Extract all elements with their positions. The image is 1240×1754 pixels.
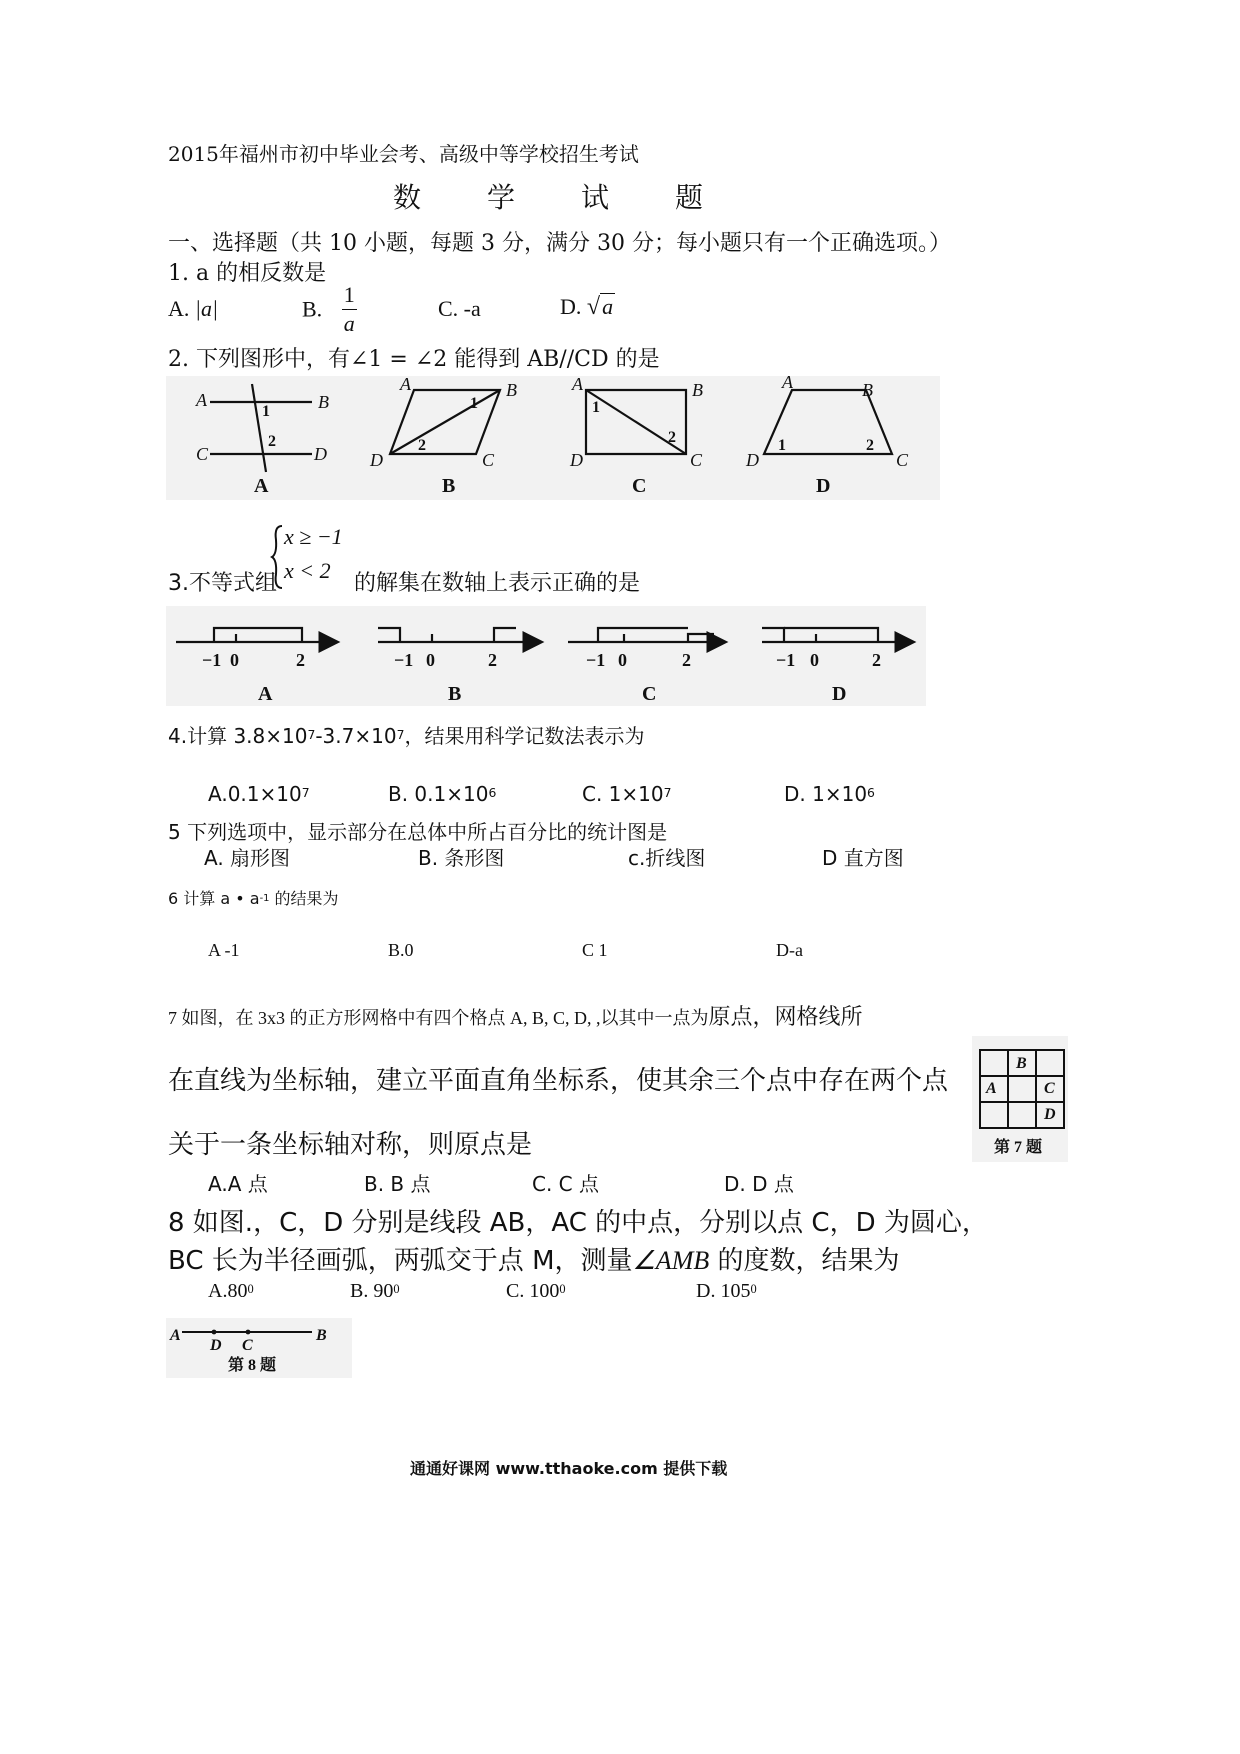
fig-a-angle-2: 2 xyxy=(268,433,276,450)
q1-option-a-expr: |a| xyxy=(194,296,218,321)
q6-option-b: B.0 xyxy=(388,940,414,960)
d-tick-0: 0 xyxy=(810,650,819,670)
fig-d-angle-2: 2 xyxy=(866,437,874,454)
q1-option-a-label: A. xyxy=(168,296,190,321)
q6-stem-exp: -1 xyxy=(259,892,270,904)
seg-label-C: C xyxy=(242,1337,253,1354)
q8-b-base: B. 90 xyxy=(350,1280,394,1302)
fig-c-label-B: B xyxy=(692,380,703,400)
q6-stem-post: 的结果为 xyxy=(269,889,339,908)
grid-label-B: B xyxy=(1016,1055,1027,1072)
a-tick-0: 0 xyxy=(230,650,239,670)
q4-d-base: D. 1×10 xyxy=(784,782,868,806)
q3-option-A: A xyxy=(258,683,273,705)
b-tick-0: 0 xyxy=(426,650,435,670)
b-tick-2: 2 xyxy=(488,650,497,670)
q4-stem xyxy=(168,720,644,749)
q1-option-a xyxy=(168,296,218,322)
q3-inequality-1: x ≥ −1 xyxy=(284,524,343,549)
grid-label-C: C xyxy=(1044,1080,1055,1097)
q6-option-a: A -1 xyxy=(208,940,240,960)
degree-mark: 0 xyxy=(750,1281,757,1296)
q4-stem-mid: -3.7×10 xyxy=(315,724,397,748)
q5-stem: 5 下列选项中，显示部分在总体中所占百分比的统计图是 xyxy=(168,820,668,844)
q4-a-base: A.0.1×10 xyxy=(208,782,302,806)
fig-b-angle-1: 1 xyxy=(470,395,478,412)
c-tick-0: 0 xyxy=(618,650,627,670)
q4-option-b xyxy=(388,782,496,806)
q3-inequality-2: x < 2 xyxy=(284,558,331,583)
sqrt-symbol: √ xyxy=(586,294,601,320)
d-tick-neg1: −1 xyxy=(776,650,796,670)
q2-option-B: B xyxy=(442,475,456,497)
degree-mark: 0 xyxy=(247,1281,254,1296)
q8-line2-post: 的度数，结果为 xyxy=(709,1246,900,1276)
q8-option-c xyxy=(506,1280,566,1303)
q2-figures-svg xyxy=(166,376,940,500)
q8-option-b xyxy=(350,1280,400,1303)
a-tick-neg1: −1 xyxy=(202,650,222,670)
fig-b-label-B: B xyxy=(506,380,517,400)
q6-option-c: C 1 xyxy=(582,940,608,960)
q8-line2 xyxy=(168,1240,900,1277)
sqrt-radicand: a xyxy=(602,294,614,319)
q4-d-exp: 6 xyxy=(867,784,875,800)
c-tick-neg1: −1 xyxy=(586,650,606,670)
fig-a-angle-1: 1 xyxy=(262,403,270,420)
q8-line2-pre: BC 长为半径画弧，两弧交于点 M，测量 xyxy=(168,1246,633,1276)
q8-d-base: D. 105 xyxy=(696,1280,751,1302)
fig-b-label-A: A xyxy=(400,376,411,394)
q8-segment-figure xyxy=(166,1318,352,1378)
q8-fig-caption: 第 8 题 xyxy=(228,1357,277,1374)
fig-c-angle-1: 1 xyxy=(592,399,600,416)
q7-fig-caption: 第 7 题 xyxy=(994,1139,1043,1156)
fig-c-angle-2: 2 xyxy=(668,429,676,446)
fig-c-label-A: A xyxy=(572,376,583,394)
fig-d-label-C: C xyxy=(896,450,909,470)
fig-b-label-D: D xyxy=(370,450,383,470)
q7-line1-small: 7 如图，在 3x3 的正方形网格中有四个格点 A, B, C, D, ,以其中一点为 xyxy=(168,1008,709,1028)
q6-stem xyxy=(168,886,339,909)
q8-angle: ∠AMB xyxy=(632,1246,710,1275)
q7-option-d: D. D 点 xyxy=(724,1172,794,1196)
q5-option-d: D 直方图 xyxy=(822,846,904,870)
fig-d-angle-1: 1 xyxy=(778,437,786,454)
fig-c-label-C: C xyxy=(690,450,703,470)
q1-option-b-fraction xyxy=(342,284,357,335)
grid-label-D: D xyxy=(1044,1106,1056,1123)
q4-stem-pre: 4.计算 3.8×10 xyxy=(168,724,308,748)
q8-line1: 8 如图.，C，D 分别是线段 AB，AC 的中点，分别以点 C，D 为圆心， xyxy=(168,1208,988,1238)
q3-brace xyxy=(270,524,278,588)
fig-a-label-C: C xyxy=(196,444,209,464)
exam-header-line: 2015年福州市初中毕业会考、高级中等学校招生考试 xyxy=(168,142,639,166)
q8-segment-svg xyxy=(166,1318,352,1378)
fraction-numerator: 1 xyxy=(342,284,357,310)
q4-a-exp: 7 xyxy=(301,784,310,800)
c-tick-2: 2 xyxy=(682,650,691,670)
q3-option-B: B xyxy=(448,683,462,705)
fig-a-label-A: A xyxy=(196,390,207,410)
fig-d-label-A: A xyxy=(782,376,793,392)
q7-line2: 在直线为坐标轴，建立平面直角坐标系，使其余三个点中存在两个点 xyxy=(168,1066,949,1096)
q7-line1 xyxy=(168,1000,863,1031)
q1-option-b xyxy=(302,284,357,335)
q4-option-d xyxy=(784,782,875,806)
q1-stem: 1. a 的相反数是 xyxy=(168,261,327,286)
fig-c-label-D: D xyxy=(570,450,583,470)
title-char: 题 xyxy=(674,181,703,214)
seg-label-A: A xyxy=(170,1327,181,1344)
q2-figures xyxy=(166,376,940,500)
a-tick-2: 2 xyxy=(296,650,305,670)
fig-a-label-B: B xyxy=(318,392,329,412)
q2-stem: 2. 下列图形中，有∠1 = ∠2 能得到 AB//CD 的是 xyxy=(168,347,660,372)
d-tick-2: 2 xyxy=(872,650,881,670)
q7-option-c: C. C 点 xyxy=(532,1172,600,1196)
q6-option-d: D-a xyxy=(776,940,803,960)
fig-a-label-D: D xyxy=(314,444,327,464)
grid-label-A: A xyxy=(986,1080,997,1097)
seg-label-B: B xyxy=(316,1327,327,1344)
fig-d-label-B: B xyxy=(862,380,873,400)
q3-stem-prefix: 3.不等式组 xyxy=(168,571,277,596)
q7-option-a: A.A 点 xyxy=(208,1172,268,1196)
fig-d-label-D: D xyxy=(746,450,759,470)
q2-option-C: C xyxy=(632,475,647,497)
q3-option-D: D xyxy=(832,683,847,705)
q7-line1-big: 原点，网格线所 xyxy=(708,1005,863,1030)
q4-stem-exp2: 7 xyxy=(396,726,405,742)
q2-option-D: D xyxy=(816,475,831,497)
q3-number-lines xyxy=(166,606,926,706)
q4-option-a xyxy=(208,782,310,806)
q8-option-a xyxy=(208,1280,254,1303)
q2-option-A: A xyxy=(254,475,269,497)
footer-text: 通通好课网 www.tthaoke.com 提供下载 xyxy=(410,1459,728,1478)
q4-b-exp: 6 xyxy=(488,784,497,800)
q4-option-c xyxy=(582,782,672,806)
degree-mark: 0 xyxy=(559,1281,566,1296)
exam-title xyxy=(360,176,736,216)
title-char: 试 xyxy=(580,181,609,214)
q3-stem-suffix: 的解集在数轴上表示正确的是 xyxy=(354,571,641,596)
q1-option-d-label: D. xyxy=(560,294,582,319)
q8-c-base: C. 100 xyxy=(506,1280,560,1302)
q4-stem-post: ，结果用科学记数法表示为 xyxy=(404,724,645,748)
q5-option-c: c.折线图 xyxy=(628,846,706,870)
q1-option-b-label: B. xyxy=(302,296,323,322)
q7-grid-svg xyxy=(972,1036,1068,1162)
q6-stem-pre: 6 计算 a • a xyxy=(168,889,260,908)
q5-option-b: B. 条形图 xyxy=(418,846,505,870)
q4-stem-exp1: 7 xyxy=(307,726,316,742)
q8-option-d xyxy=(696,1280,757,1303)
q4-b-base: B. 0.1×10 xyxy=(388,782,489,806)
q4-c-exp: 7 xyxy=(663,784,672,800)
fraction-denominator: a xyxy=(343,311,355,336)
q1-option-c: C. -a xyxy=(438,296,481,321)
q3-number-lines-svg xyxy=(166,606,926,706)
q7-grid-figure xyxy=(972,1036,1068,1162)
b-tick-neg1: −1 xyxy=(394,650,414,670)
degree-mark: 0 xyxy=(393,1281,400,1296)
title-char: 学 xyxy=(486,181,515,214)
q8-a-base: A.80 xyxy=(208,1280,248,1302)
q7-option-b: B. B 点 xyxy=(364,1172,431,1196)
fig-b-label-C: C xyxy=(482,450,495,470)
q1-option-d xyxy=(560,294,615,321)
brace-svg xyxy=(270,524,284,590)
title-char: 数 xyxy=(392,181,421,214)
q3-option-C: C xyxy=(642,683,657,705)
section-heading: 一、选择题（共 10 小题，每题 3 分，满分 30 分；每小题只有一个正确选项。） xyxy=(168,231,951,256)
q5-option-a: A. 扇形图 xyxy=(204,846,291,870)
q7-line3: 关于一条坐标轴对称，则原点是 xyxy=(168,1130,533,1160)
q4-c-base: C. 1×10 xyxy=(582,782,664,806)
fig-b-angle-2: 2 xyxy=(418,437,426,454)
seg-label-D: D xyxy=(210,1337,222,1354)
